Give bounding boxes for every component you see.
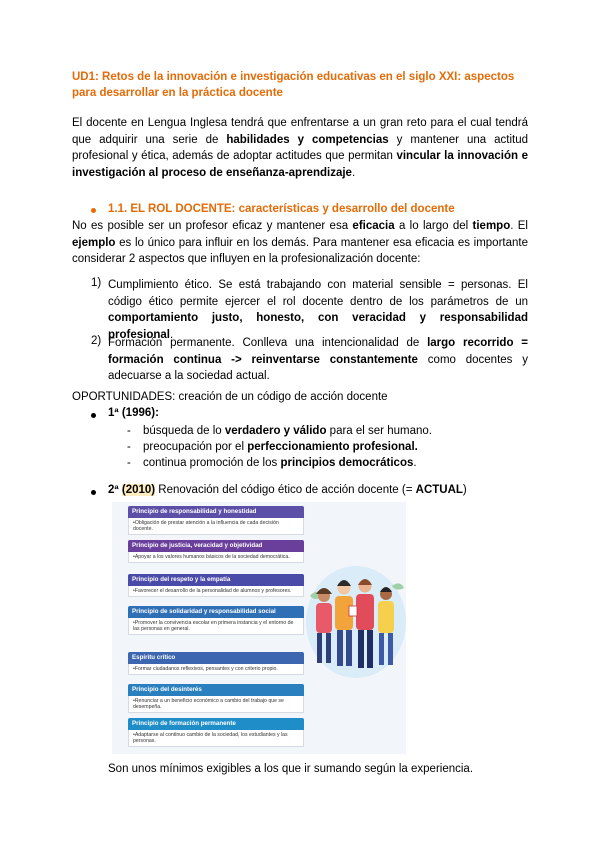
principle-box (128, 684, 304, 713)
principle-description: •Promover la convivencia escolar en primera instancia y el entorno de las personas en general. (128, 618, 304, 636)
teachers-illustration (304, 556, 406, 680)
bullet-icon (91, 413, 96, 418)
opportunity-2-label: 2ª (108, 484, 122, 496)
opportunity-2-text: Renovación del código ético de acción docente (= (155, 484, 416, 496)
list-item (108, 335, 528, 385)
intro-text-3: . (351, 166, 356, 179)
dash-icon: - (127, 457, 131, 469)
intro-text-1: El docente en Lengua Inglesa tendrá que enfrentarse a un gran reto para el cual tendrá que adquirir una serie de (72, 117, 528, 146)
section-text-3: . El (510, 220, 528, 232)
list-item-text: . (169, 328, 174, 341)
dash-icon: - (127, 425, 131, 437)
principle-heading: Principio del desinterés (128, 684, 304, 696)
sub-item (143, 455, 417, 471)
principle-box (128, 574, 304, 597)
principle-box (128, 652, 304, 675)
list-item-text: como docentes y adecuarse a la sociedad actual. (108, 353, 529, 382)
opportunity-2-year: (2010) (121, 484, 156, 496)
sub-item (143, 423, 432, 439)
opportunity-2 (108, 484, 467, 496)
section-text-2: a lo largo del (394, 220, 473, 232)
principle-box (128, 506, 304, 535)
dash-icon: - (127, 441, 131, 453)
principle-heading: Principio de responsabilidad y honestidad (128, 506, 304, 518)
sub-item-text: . (413, 457, 417, 469)
intro-bold-2: vincular la innovación e investigación al proceso de enseñanza-aprendizaje (72, 150, 529, 179)
section-text-1: No es posible ser un profesor eficaz y mantener esa (72, 220, 353, 232)
footer-note: Son unos mínimos exigibles a los que ir sumando según la experiencia. (108, 763, 474, 775)
opportunities-label: OPORTUNIDADES: creación de un código de acción docente (72, 391, 388, 403)
principle-box (128, 718, 304, 747)
section-heading: 1.1. EL ROL DOCENTE: características y desarrollo del docente (108, 203, 455, 215)
sub-item-text: continua promoción de los (143, 457, 281, 469)
principle-description: •Formar ciudadanos reflexivos, pensantes y con criterio propio. (128, 664, 304, 675)
ethics-principles-infographic (112, 502, 406, 754)
opportunity-1-label: 1ª (1996): (108, 407, 159, 419)
list-item-text: Formación permanente. Conlleva una intencionalidad de (108, 337, 428, 349)
principle-description: •Adaptarse al continuo cambio de la sociedad, los estudiantes y las personas. (128, 730, 304, 748)
sub-item-text: para el ser humano. (326, 425, 432, 437)
unit-title: UD1: Retos de la innovación e investigación educativas en el siglo XXI: aspectos para desarrollar en la práctica docente (72, 71, 515, 99)
principle-box (128, 540, 304, 563)
sub-item-bold: verdadero y válido (224, 425, 327, 437)
list-item-bold: largo recorrido = formación continua -> reinventarse constantemente (108, 337, 528, 366)
opportunity-2-bold: ACTUAL (415, 484, 463, 496)
sub-item-bold: principios democráticos (280, 457, 414, 469)
section-text-4: es lo único para influir en los demás. Para mantener esa eficacia es importante considerar 2 aspectos que influyen en la profesionalización docente: (72, 236, 528, 265)
principle-description: •Obligación de prestar atención a la influencia de cada decisión docente. (128, 518, 304, 536)
principle-description: •Favorecer el desarrollo de la personalidad de alumnos y profesores. (128, 586, 304, 597)
sub-item-bold: perfeccionamiento profesional. (247, 441, 418, 453)
section-bold-2: tiempo (472, 220, 511, 232)
list-item-number: 1) (91, 277, 102, 289)
principle-box (128, 606, 304, 635)
principle-heading: Principio de justicia, veracidad y objetividad (128, 540, 304, 552)
principle-description: •Apoyar a los valores humanos básicos de la sociedad democrática. (128, 552, 304, 563)
list-item-text: Cumplimiento ético. Se está trabajando con material sensible = personas. El código ético permite ejercer el rol docente dentro de los parámetros de un (108, 279, 528, 308)
opportunity-2-text: ) (462, 484, 467, 496)
principle-heading: Principio de formación permanente (128, 718, 304, 730)
bullet-icon (91, 490, 96, 495)
section-bold-1: eficacia (352, 220, 395, 232)
intro-text-2: y mantener una actitud profesional y ética, además de adoptar actitudes que permitan (72, 133, 528, 162)
list-item-number: 2) (91, 335, 102, 347)
principle-description: •Renunciar a un beneficio económico a cambio del trabajo que se desempeña. (128, 696, 304, 714)
section-paragraph (72, 218, 528, 268)
intro-bold-1: habilidades y competencias (226, 133, 389, 146)
list-item-bold: comportamiento justo, honesto, con veracidad y responsabilidad profesional (108, 312, 528, 341)
principle-heading: Principio del respeto y la empatía (128, 574, 304, 586)
section-bold-3: ejemplo (72, 236, 116, 249)
principle-heading: Principio de solidaridad y responsabilidad social (128, 606, 304, 618)
sub-item-text: búsqueda de lo (143, 425, 225, 437)
section-bullet-icon (91, 208, 96, 213)
sub-item (143, 439, 418, 455)
intro-paragraph (72, 115, 528, 181)
list-item (108, 277, 528, 343)
principle-heading: Espíritu crítico (128, 652, 304, 664)
sub-item-text: preocupación por el (143, 441, 248, 453)
